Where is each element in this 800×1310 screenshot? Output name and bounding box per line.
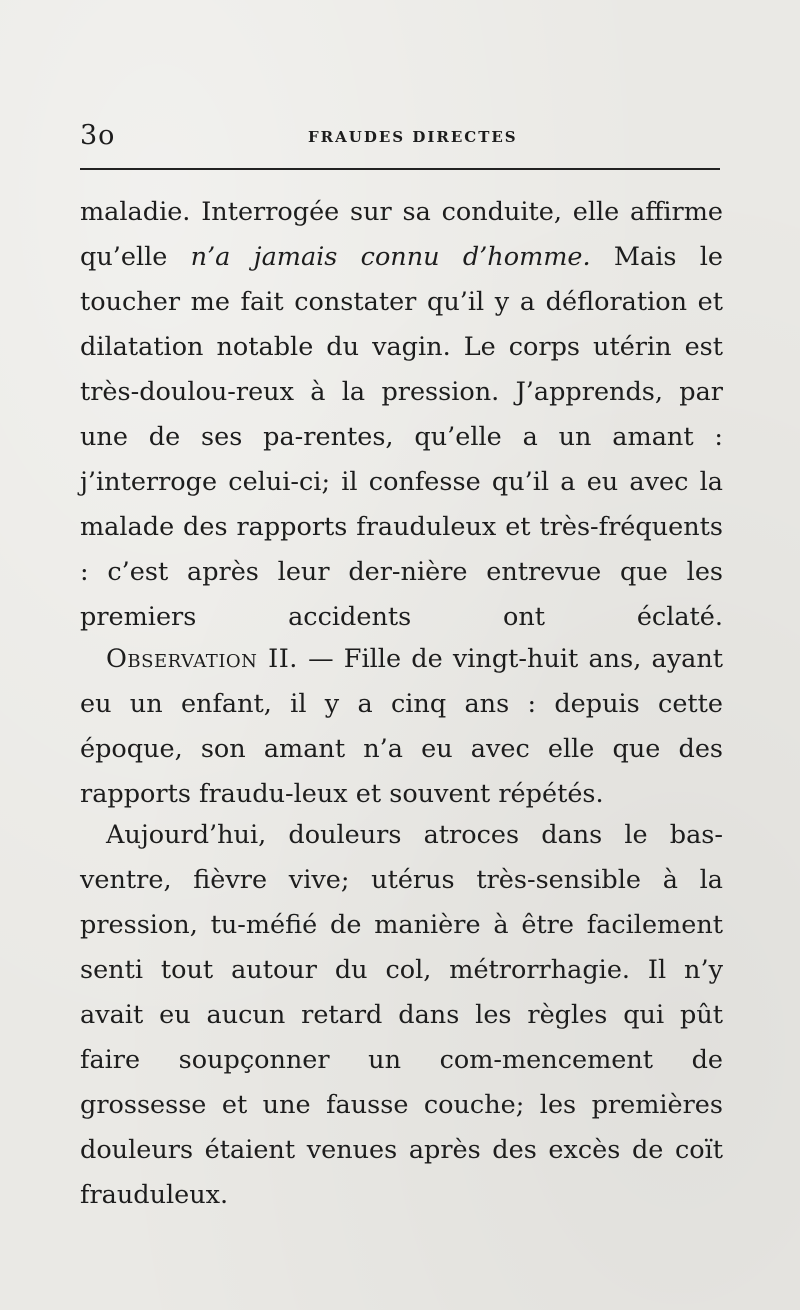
running-head (80, 120, 720, 152)
symptoms-text: Aujourd’hui, douleurs atroces dans le bas-ventre, fièvre vive; utérus très-sensible à la pression, tu-méfié de manière à être facilement senti tout autour du col, métrorrhagie. Il n’y avait eu aucun retard dans les règles qui pût faire soupçonner un com-mencement de grossesse et une fausse couche; les premières douleurs étaient venues après des excès de coït frauduleux. (80, 820, 723, 1210)
observation-body: — Fille de vingt-huit ans, ayant eu un enfant, il y a cinq ans : depuis cette époque, son amant n’a eu avec elle que des rapports fraudu-leux et souvent répétés. (80, 644, 723, 809)
paragraph-text-start: maladie. Interrogée sur sa conduite, elle affirme qu’elle (80, 197, 723, 272)
paragraph-text-end: Mais le toucher me fait constater qu’il y a défloration et dilatation notable du vagin. Le corps utérin est très-doulou-reux à la pression. J’apprends, par une de ses pa-rentes, qu’elle a un amant : j’interroge celui-ci; il confesse qu’il a eu avec la malade des rapports frauduleux et très-fréquents : c’est après leur der-nière entrevue que les premiers accidents ont éclaté. (80, 242, 724, 632)
paragraph-symptoms (80, 813, 723, 1218)
observation-paragraph (80, 637, 723, 817)
paragraph-continued (80, 190, 723, 640)
page-number: 3o (80, 120, 116, 151)
paragraph-text (80, 190, 723, 640)
italic-quote: n’a jamais connu d’homme. (190, 242, 591, 272)
observation-label: Observation II. (106, 644, 298, 674)
header-rule (80, 168, 720, 170)
observation-text (80, 637, 723, 817)
running-title: FRAUDES DIRECTES (308, 128, 518, 146)
